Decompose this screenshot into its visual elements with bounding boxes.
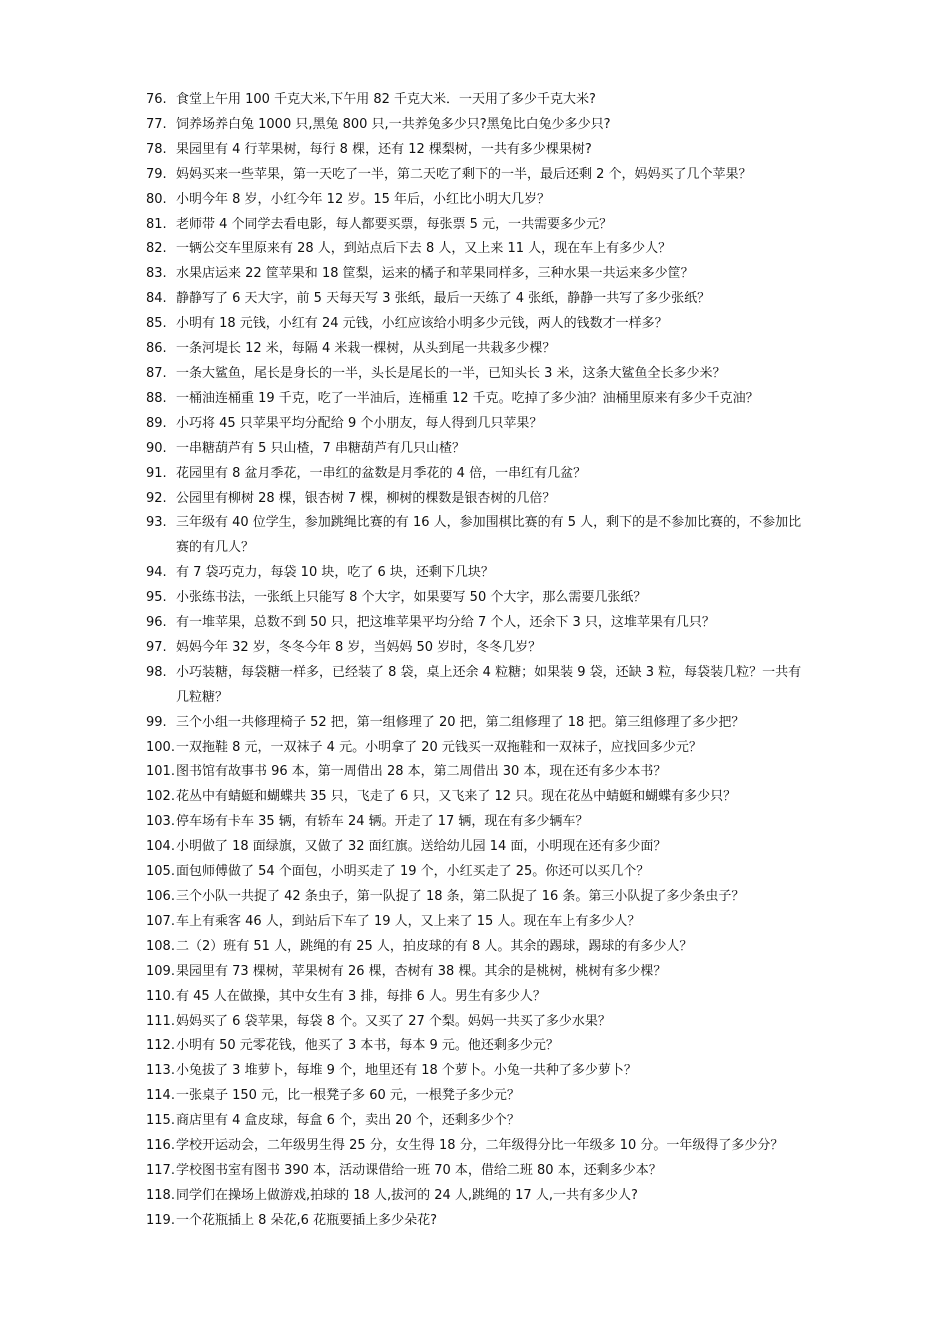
problem-number: 99. [146,714,167,730]
problem-item [146,561,814,586]
problem-item [146,337,814,362]
problem-text: 果园里有 4 行苹果树，每行 8 棵，还有 12 棵梨树，一共有多少棵果树? [176,141,592,157]
problem-text: 商店里有 4 盒皮球，每盒 6 个，卖出 20 个，还剩多少个？ [176,1113,520,1129]
problem-number: 87. [146,365,167,381]
problem-number: 92. [146,490,167,506]
problem-number: 93. [146,515,167,531]
problem-item [146,1010,814,1035]
problem-text: 一个花瓶插上 8 朵花,6 花瓶要插上多少朵花? [176,1212,437,1228]
problem-number: 91. [146,465,167,481]
problem-item [146,760,814,785]
problem-number: 76. [146,92,167,107]
problem-text: 三年级有 40 位学生，参加跳绳比赛的有 16 人，参加围棋比赛的有 5 人，剩下的是不参加比赛的，不参加比赛的有几人？ [176,515,802,556]
problem-item [146,213,814,238]
problem-text: 一串糖葫芦有 5 只山楂，7 串糖葫芦有几只山楂？ [176,440,465,456]
problem-text: 面包师傅做了 54 个面包，小明买走了 19 个，小红买走了 25。你还可以买几个？ [176,864,650,880]
problem-item [146,885,814,910]
problem-number: 105. [146,864,175,880]
problem-item [146,437,814,462]
problem-number: 103. [146,814,175,830]
problem-item [146,312,814,337]
problem-text: 三个小组一共修理椅子 52 把，第一组修理了 20 把，第二组修理了 18 把。第三组修理了多少把？ [176,714,745,730]
problem-number: 109. [146,963,175,979]
problem-number: 85. [146,316,167,332]
problem-item [146,387,814,412]
problem-item [146,736,814,761]
problem-item [146,237,814,262]
problem-item [146,88,814,113]
problem-text: 小明有 18 元钱，小红有 24 元钱，小红应该给小明多少元钱，两人的钱数才一样多？ [176,316,668,332]
problem-text: 小明做了 18 面绿旗，又做了 32 面红旗。送给幼儿园 14 面，小明现在还有多少面？ [176,839,667,855]
problem-number: 118. [146,1187,175,1203]
problem-text: 小明今年 8 岁，小红今年 12 岁。15 年后，小红比小明大几岁？ [176,191,551,207]
problem-text: 一张桌子 150 元，比一根凳子多 60 元，一根凳子多少元？ [176,1088,520,1104]
problem-item [146,362,814,387]
problem-text: 学校图书室有图书 390 本，活动课借给一班 70 本，借给二班 80 本，还剩多少本？ [176,1162,662,1178]
problem-number: 114. [146,1088,175,1104]
problem-number: 84. [146,291,167,307]
problem-text: 水果店运来 22 筐苹果和 18 筐梨，运来的橘子和苹果同样多，三种水果一共运来多少筐？ [176,266,694,282]
problem-number: 89. [146,415,167,431]
problem-text: 老师带 4 个同学去看电影，每人都要买票，每张票 5 元，一共需要多少元？ [176,216,613,232]
problem-number: 79. [146,166,167,182]
problem-text: 妈妈买了 6 袋苹果，每袋 8 个。又买了 27 个梨。妈妈一共买了多少水果？ [176,1013,611,1029]
problem-item [146,586,814,611]
problem-text: 学校开运动会，二年级男生得 25 分，女生得 18 分，二年级得分比一年级多 10 分。一年级得了多少分？ [176,1138,784,1154]
problem-number: 78. [146,141,167,157]
problem-item [146,262,814,287]
problem-number: 80. [146,191,167,207]
problem-item [146,960,814,985]
problem-text: 果园里有 73 棵树，苹果树有 26 棵，杏树有 38 棵。其余的是桃树，桃树有多少棵？ [176,963,667,979]
problem-item [146,661,814,711]
problem-text: 小明有 50 元零花钱，他买了 3 本书，每本 9 元。他还剩多少元？ [176,1038,559,1054]
problem-item [146,163,814,188]
problem-item [146,462,814,487]
problem-item [146,511,814,561]
problem-text: 花园里有 8 盆月季花，一串红的盆数是月季花的 4 倍，一串红有几盆？ [176,465,587,481]
problem-text: 小巧将 45 只苹果平均分配给 9 个小朋友，每人得到几只苹果？ [176,415,543,431]
problem-item [146,1109,814,1134]
problem-number: 83. [146,266,167,282]
problem-item [146,138,814,163]
problem-text: 车上有乘客 46 人，到站后下车了 19 人，又上来了 15 人。现在车上有多少人？ [176,913,641,929]
problem-item [146,188,814,213]
problem-number: 100. [146,739,175,755]
problem-text: 小兔拔了 3 堆萝卜，每堆 9 个，地里还有 18 个萝卜。小兔一共种了多少萝卜？ [176,1063,637,1079]
problem-item [146,1134,814,1159]
problem-item [146,860,814,885]
problem-number: 101. [146,764,175,780]
problem-item [146,985,814,1010]
problem-text: 一辆公交车里原来有 28 人，到站点后下去 8 人，又上来 11 人，现在车上有多少人？ [176,241,672,257]
problem-item [146,287,814,312]
problem-item [146,1184,814,1209]
problem-text: 三个小队一共捉了 42 条虫子，第一队捉了 18 条，第二队捉了 16 条。第三小队捉了多少条虫子？ [176,889,745,904]
problem-number: 86. [146,341,167,357]
problem-number: 82. [146,241,167,257]
problem-number: 112. [146,1038,175,1054]
problem-text: 妈妈今年 32 岁，冬冬今年 8 岁，当妈妈 50 岁时，冬冬几岁？ [176,639,542,655]
problem-number: 108. [146,938,175,954]
problem-number: 107. [146,913,175,929]
problem-number: 97. [146,639,167,655]
problem-number: 106. [146,889,175,904]
problem-item [146,810,814,835]
problem-item [146,1084,814,1109]
problem-number: 119. [146,1212,175,1228]
problem-text: 妈妈买来一些苹果，第一天吃了一半，第二天吃了剩下的一半，最后还剩 2 个，妈妈买了几个苹果？ [176,166,752,182]
problem-item [146,611,814,636]
problem-text: 一条大鲨鱼，尾长是身长的一半，头长是尾长的一半，已知头长 3 米，这条大鲨鱼全长多少米？ [176,365,726,381]
problem-text: 花丛中有蜻蜓和蝴蝶共 35 只，飞走了 6 只，又飞来了 12 只。现在花丛中蜻蜓和蝴蝶有多少只？ [176,789,737,805]
problem-item [146,1209,814,1234]
problem-item [146,487,814,512]
problem-number: 111. [146,1013,175,1029]
problem-number: 77. [146,116,167,132]
problem-text: 饲养场养白兔 1000 只,黑兔 800 只,一共养兔多少只?黑兔比白兔少多少只? [176,116,611,132]
problem-number: 102. [146,789,175,805]
problem-number: 95. [146,590,167,606]
problem-text: 静静写了 6 天大字，前 5 天每天写 3 张纸，最后一天练了 4 张纸，静静一共写了多少张纸？ [176,291,711,307]
problem-number: 98. [146,664,167,680]
problem-text: 同学们在操场上做游戏,拍球的 18 人,拔河的 24 人,跳绳的 17 人,一共有多少人? [176,1187,638,1203]
problem-item [146,785,814,810]
problem-text: 公园里有柳树 28 棵，银杏树 7 棵，柳树的棵数是银杏树的几倍？ [176,490,556,506]
problem-number: 104. [146,839,175,855]
problem-item [146,412,814,437]
problem-item [146,835,814,860]
problem-number: 116. [146,1138,175,1154]
problem-text: 有 7 袋巧克力，每袋 10 块，吃了 6 块，还剩下几块？ [176,565,494,581]
problem-number: 117. [146,1162,175,1178]
problem-text: 一条河堤长 12 米，每隔 4 米栽一棵树，从头到尾一共栽多少棵？ [176,341,556,357]
problem-number: 96. [146,615,167,631]
problem-item [146,935,814,960]
problem-item [146,1159,814,1184]
problem-text: 二（2）班有 51 人，跳绳的有 25 人，拍皮球的有 8 人。其余的踢球，踢球的有多少人？ [176,938,693,954]
problem-text: 一双拖鞋 8 元，一双袜子 4 元。小明拿了 20 元钱买一双拖鞋和一双袜子，应找回多少元？ [176,739,702,755]
problem-text: 食堂上午用 100 千克大米,下午用 82 千克大米．一天用了多少千克大米? [176,92,596,107]
problem-text: 有 45 人在做操，其中女生有 3 排，每排 6 人。男生有多少人？ [176,988,546,1004]
problem-number: 115. [146,1113,175,1129]
problem-number: 90. [146,440,167,456]
problem-text: 一桶油连桶重 19 千克，吃了一半油后，连桶重 12 千克。吃掉了多少油？油桶里原来有多少千克油？ [176,390,759,406]
problem-number: 94. [146,565,167,581]
problem-text: 图书馆有故事书 96 本，第一周借出 28 本，第二周借出 30 本，现在还有多少本书？ [176,764,667,780]
word-problem-list [146,88,814,1234]
problem-item [146,113,814,138]
problem-text: 有一堆苹果，总数不到 50 只，把这堆苹果平均分给 7 个人，还余下 3 只，这堆苹果有几只？ [176,615,715,631]
problem-item [146,711,814,736]
problem-text: 小巧装糖，每袋糖一样多，已经装了 8 袋，桌上还余 4 粒糖；如果装 9 袋，还缺 3 粒，每袋装几粒？一共有几粒糖？ [176,664,802,705]
problem-number: 88. [146,390,167,406]
problem-text: 小张练书法，一张纸上只能写 8 个大字，如果要写 50 个大字，那么需要几张纸？ [176,590,647,606]
problem-number: 110. [146,988,175,1004]
problem-item [146,910,814,935]
problem-item [146,1034,814,1059]
problem-item [146,636,814,661]
problem-number: 113. [146,1063,175,1079]
problem-number: 81. [146,216,167,232]
problem-text: 停车场有卡车 35 辆，有轿车 24 辆。开走了 17 辆，现在有多少辆车？ [176,814,589,830]
problem-item [146,1059,814,1084]
